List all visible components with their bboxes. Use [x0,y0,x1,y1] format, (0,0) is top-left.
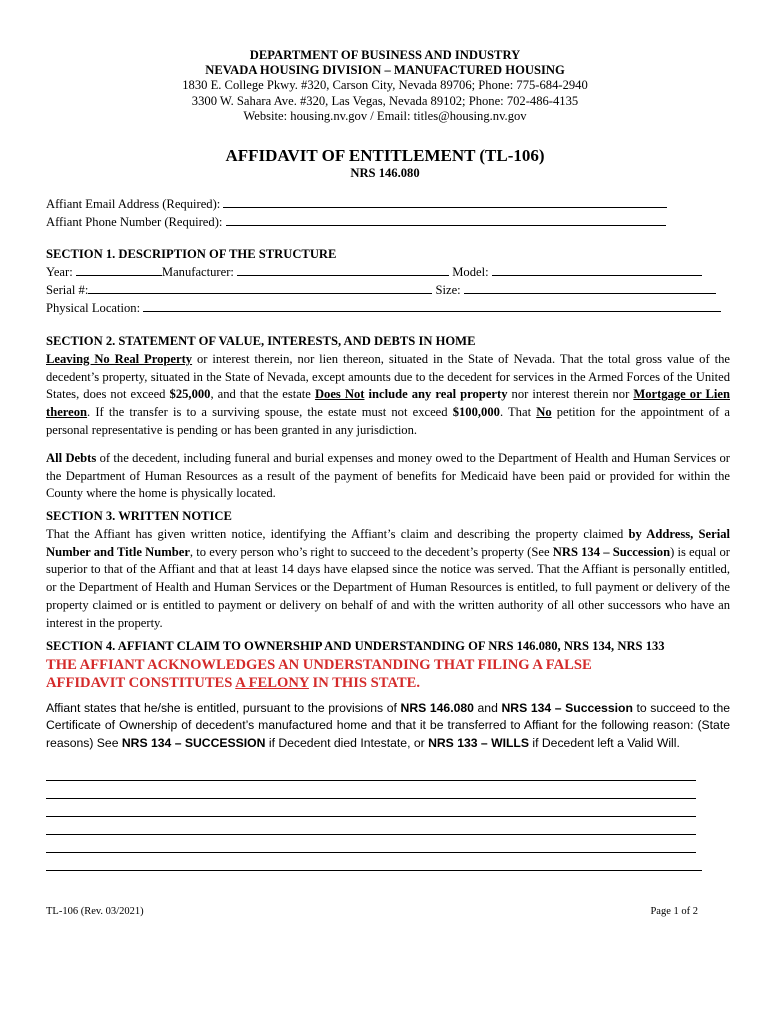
debts-statement: All Debts of the decedent, including funeral and burial expenses and money owed to the Department of Health and Human Services or the Department of Human Resources as a result of the payment of benefits for Medicaid have been paid or provided for within the County where the home is physically located. [46,450,730,501]
section-2-heading: SECTION 2. STATEMENT OF VALUE, INTERESTS, AND DEBTS IN HOME [46,334,476,348]
page-number: Page 1 of 2 [650,906,698,917]
section-3 [46,508,730,633]
section-4-heading: SECTION 4. AFFIANT CLAIM TO OWNERSHIP AND UNDERSTANDING OF NRS 146.080, NRS 134, NRS 133 [46,639,665,653]
year-field[interactable] [76,264,162,276]
reason-line-3[interactable] [46,799,696,817]
section-2 [46,333,730,503]
notice-statement: That the Affiant has given written notice, identifying the Affiant’s claim and describing the property claimed by Address, Serial Number and Title Number, to every person who’s right to succeed to the decedent’s property (See NRS 134 – Succession) is equal or superior to that of the Affiant and that at least 14 days have elapsed since the notice was served. That the Affiant is personally entitled, or the Department of Health and Human Services or the Department of Human Resources is entitled, to full payment or delivery of the property claimed or is entitled to payment or delivery on behalf of and with the written authority of all other successors who have an interest in the property. [46,526,730,630]
section-3-heading: SECTION 3. WRITTEN NOTICE [46,509,232,523]
claim-statement: Affiant states that he/she is entitled, pursuant to the provisions of NRS 146.080 and NRS 134 – Succession to succeed to the Certificate of Ownership of decedent’s manufactured home and that it be transferred to Affiant for the following reason: (State reasons) See NRS 134 – SUCCESSION if Decedent died Intestate, or NRS 133 – WILLS if Decedent left a Valid Will. [46,700,731,750]
department-name: DEPARTMENT OF BUSINESS AND INDUSTRY [249,48,521,62]
location-label: Physical Location: [46,300,141,315]
affiant-contact [46,196,730,232]
carson-city-address: 1830 E. College Pkwy. #320, Carson City, Nevada 89706; Phone: 775-684-2940 [182,78,588,93]
section-1 [46,246,730,318]
form-title: AFFIDAVIT OF ENTITLEMENT (TL-106) [225,146,545,165]
section-4 [46,638,730,752]
statute-reference: NRS 146.080 [350,166,420,180]
phone-label: Affiant Phone Number (Required): [46,215,223,229]
reason-line-1[interactable] [46,763,696,781]
felony-warning-line-2: AFFIDAVIT CONSTITUTES A FELONY IN THIS STATE. [46,674,421,691]
reason-line-6[interactable] [46,853,702,871]
form-revision: TL-106 (Rev. 03/2021) [46,906,144,917]
agency-header [0,48,770,124]
email-label: Affiant Email Address (Required): [46,197,221,211]
value-statement: Leaving No Real Property or interest therein, nor lien thereon, situated in the State of Nevada. That the total gross value of the decedent’s property, situated in the State of Nevada, except amounts due to the decedent for services in the Armed Forces of the United States, does not exceed $25,000, and that the estate Does Not include any real property nor interest therein nor Mortgage or Lien thereon. If the transfer is to a surviving spouse, the estate must not exceed $100,000. That No petition for the appointment of a personal representative is pending or has been granted in any jurisdiction. [46,351,731,437]
las-vegas-address: 3300 W. Sahara Ave. #320, Las Vegas, Nevada 89102; Phone: 702-486-4135 [191,93,579,108]
serial-label: Serial #: [46,282,89,297]
felony-warning-line-1: THE AFFIANT ACKNOWLEDGES AN UNDERSTANDING THAT FILING A FALSE [46,656,592,673]
location-field[interactable] [143,300,721,312]
size-label: Size: [435,282,461,297]
year-label: Year: [46,264,73,279]
size-field[interactable] [464,282,716,294]
manufacturer-field[interactable] [237,264,449,276]
phone-field[interactable] [226,214,666,226]
email-field[interactable] [223,196,667,208]
division-name: NEVADA HOUSING DIVISION – MANUFACTURED HOUSING [205,63,565,78]
reason-line-5[interactable] [46,835,696,853]
reason-line-4[interactable] [46,817,696,835]
website-email: Website: housing.nv.gov / Email: titles@housing.nv.gov [243,108,527,123]
model-label: Model: [452,264,489,279]
manufacturer-label: Manufacturer: [161,264,234,279]
model-field[interactable] [492,264,702,276]
section-1-heading: SECTION 1. DESCRIPTION OF THE STRUCTURE [46,247,337,261]
serial-field[interactable] [88,282,432,294]
reason-line-2[interactable] [46,781,696,799]
reason-lines [46,763,730,871]
